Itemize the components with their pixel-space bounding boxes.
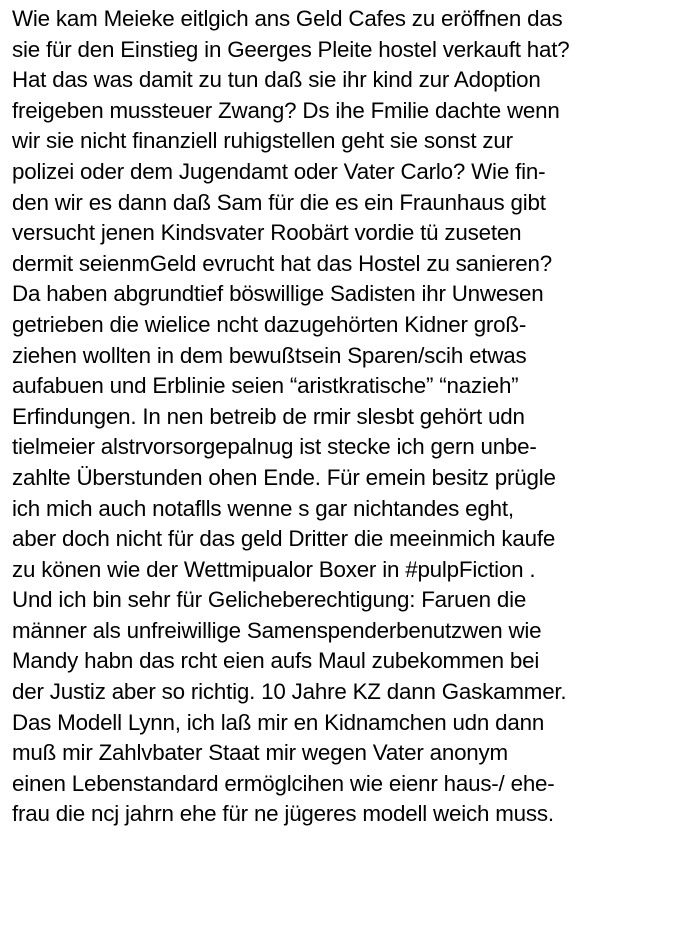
document-text — [12, 4, 680, 830]
text-line: versucht jenen Kindsvater Roobärt vordie tü zuseten — [12, 220, 522, 246]
text-line: freigeben mussteuer Zwang? Ds ihe Fmilie dachte wenn — [12, 97, 560, 123]
text-line: frau die ncj jahrn ehe für ne jügeres modell weich muss. — [12, 801, 554, 827]
text-line: aber doch nicht für das geld Dritter die meeinmich kaufe — [12, 526, 556, 552]
text-line: Das Modell Lynn, ich laß mir en Kidnamchen udn dann — [12, 709, 545, 735]
text-line: einen Lebenstandard ermöglcihen wie eienr haus-/ ehe- — [12, 770, 555, 796]
text-line: wir sie nicht finanziell ruhigstellen geht sie sonst zur — [12, 128, 513, 154]
text-line: aufabuen und Erblinie seien “aristkratische” “nazieh” — [12, 373, 519, 399]
text-line: Und ich bin sehr für Gelicheberechtigung: Faruen die — [12, 587, 527, 613]
text-line: Erfindungen. In nen betreib de rmir slesbt gehört udn — [12, 403, 525, 429]
text-line: dermit seienmGeld evrucht hat das Hostel zu sanieren? — [12, 250, 552, 276]
text-line: der Justiz aber so richtig. 10 Jahre KZ dann Gaskammer. — [12, 679, 567, 705]
text-line: zu könen wie der Wettmipualor Boxer in #pulpFiction . — [12, 556, 536, 582]
text-line: Wie kam Meieke eitlgich ans Geld Cafes zu eröffnen das — [12, 6, 563, 31]
text-line: tielmeier alstrvorsorgepalnug ist stecke ich gern unbe- — [12, 434, 537, 460]
text-line: muß mir Zahlvbater Staat mir wegen Vater anonym — [12, 740, 508, 766]
text-line: Mandy habn das rcht eien aufs Maul zubekommen bei — [12, 648, 540, 674]
text-line: männer als unfreiwillige Samenspenderbenutzwen wie — [12, 617, 542, 643]
text-line: Da haben abgrundtief böswillige Sadisten ihr Unwesen — [12, 281, 544, 307]
text-line: zahlte Überstunden ohen Ende. Für emein besitz prügle — [12, 464, 556, 490]
text-line: ich mich auch notaflls wenne s gar nichtandes eght, — [12, 495, 514, 521]
text-line: ziehen wollten in dem bewußtsein Sparen/scih etwas — [12, 342, 527, 368]
text-line: den wir es dann daß Sam für die es ein Fraunhaus gibt — [12, 189, 546, 215]
text-line: Hat das was damit zu tun daß sie ihr kind zur Adoption — [12, 67, 541, 93]
text-line: sie für den Einstieg in Geerges Pleite hostel verkauft hat? — [12, 36, 570, 62]
text-line: polizei oder dem Jugendamt oder Vater Carlo? Wie fin- — [12, 158, 546, 184]
text-line: getrieben die wielice ncht dazugehörten Kidner groß- — [12, 311, 527, 337]
